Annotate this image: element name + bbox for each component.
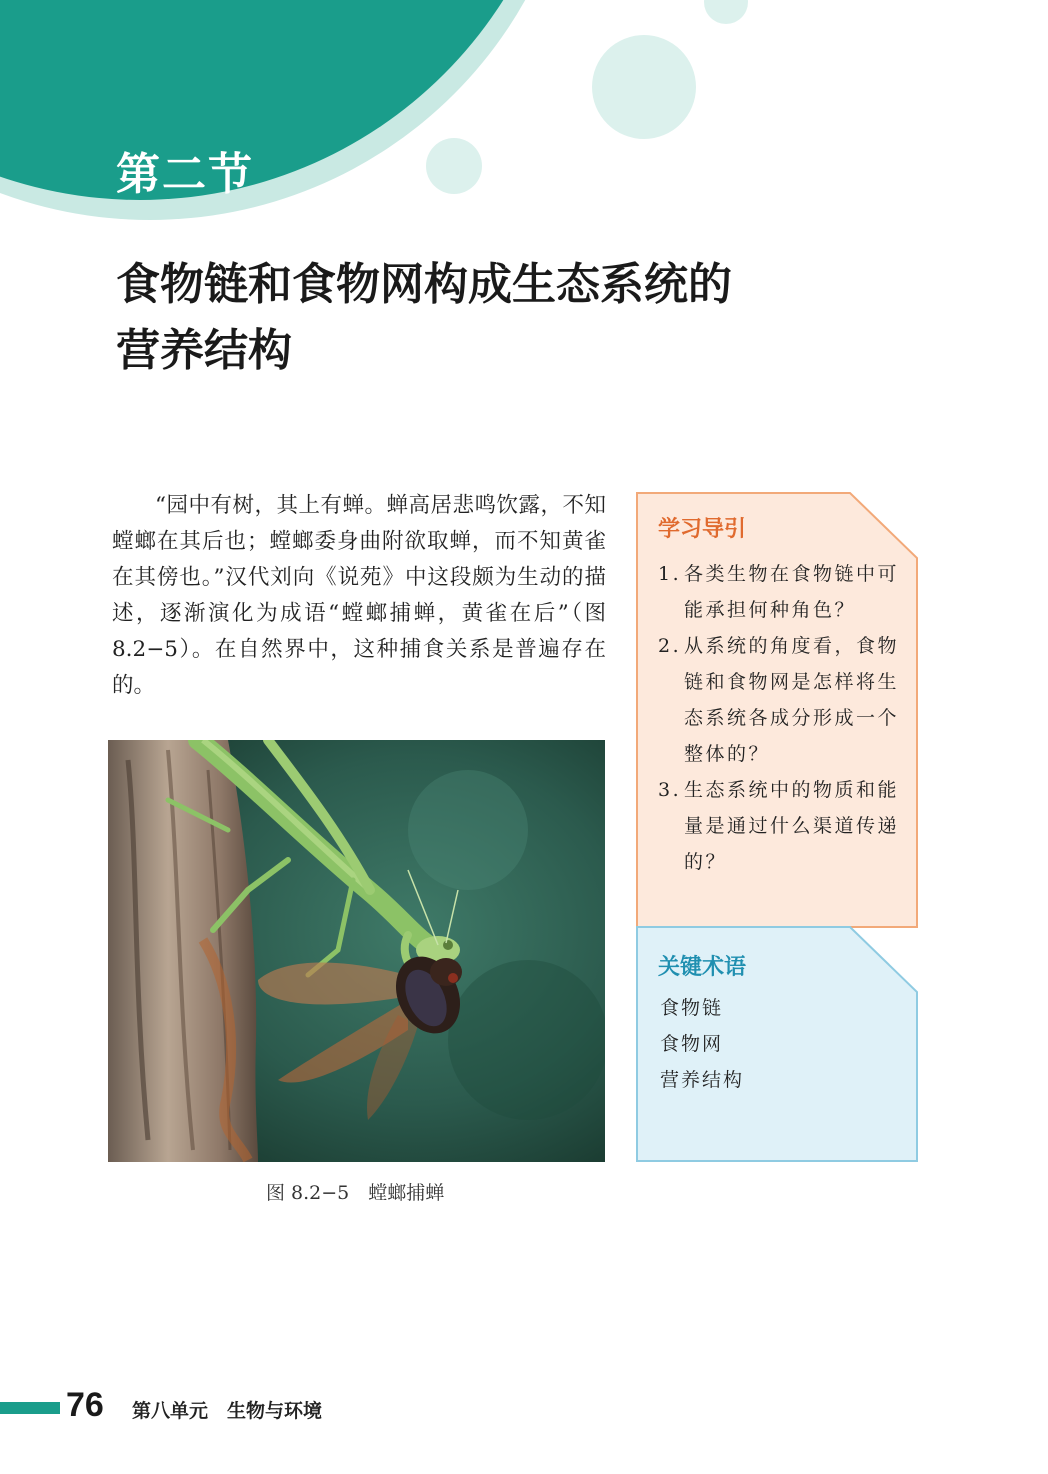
key-term: 营养结构 — [660, 1069, 745, 1091]
decoration-bubble — [704, 0, 748, 24]
page-number: 76 — [66, 1386, 104, 1424]
list-item — [658, 628, 902, 772]
learning-guide-list — [658, 556, 902, 880]
list-item — [658, 772, 902, 880]
learning-guide-box — [636, 492, 918, 928]
list-item-number: 1. — [658, 563, 682, 585]
footer-accent-bar — [0, 1402, 60, 1414]
body-paragraph: “园中有树，其上有蝉。蝉高居悲鸣饮露，不知螳螂在其后也；螳螂委身曲附欲取蝉，而不知黄雀在其傍也。”汉代刘向《说苑》中这段颇为生动的描述，逐渐演化为成语“螳螂捕蝉，黄雀在后”（图 8.2−5）。在自然界中，这种捕食关系是普遍存在的。 — [112, 493, 606, 698]
key-term: 食物链 — [660, 997, 724, 1019]
figure-image-mantis-catching-cicada — [108, 740, 605, 1162]
page-title-line: 营养结构 — [116, 325, 292, 376]
figure-caption: 图 8.2−5 螳螂捕蝉 — [266, 1182, 445, 1204]
footer-unit-label: 第八单元 生物与环境 — [132, 1400, 323, 1422]
list-item — [658, 556, 902, 628]
key-terms-title: 关键术语 — [658, 955, 747, 980]
list-item-text: 各类生物在食物链中可能承担何种角色？ — [684, 563, 900, 621]
key-term: 食物网 — [660, 1033, 724, 1055]
list-item-text: 从系统的角度看，食物链和食物网是怎样将生态系统各成分形成一个整体的？ — [684, 635, 900, 765]
key-terms-list — [660, 990, 744, 1098]
list-item-text: 生态系统中的物质和能量是通过什么渠道传递的？ — [684, 779, 900, 873]
key-terms-box — [636, 926, 918, 1162]
page-title — [116, 252, 876, 384]
decoration-bubble — [592, 35, 696, 139]
decoration-bubble — [426, 138, 482, 194]
page-title-line: 食物链和食物网构成生态系统的 — [116, 259, 732, 310]
list-item-number: 3. — [658, 779, 682, 801]
section-label: 第二节 — [116, 149, 254, 200]
list-item-number: 2. — [658, 635, 682, 657]
learning-guide-title: 学习导引 — [658, 517, 747, 542]
